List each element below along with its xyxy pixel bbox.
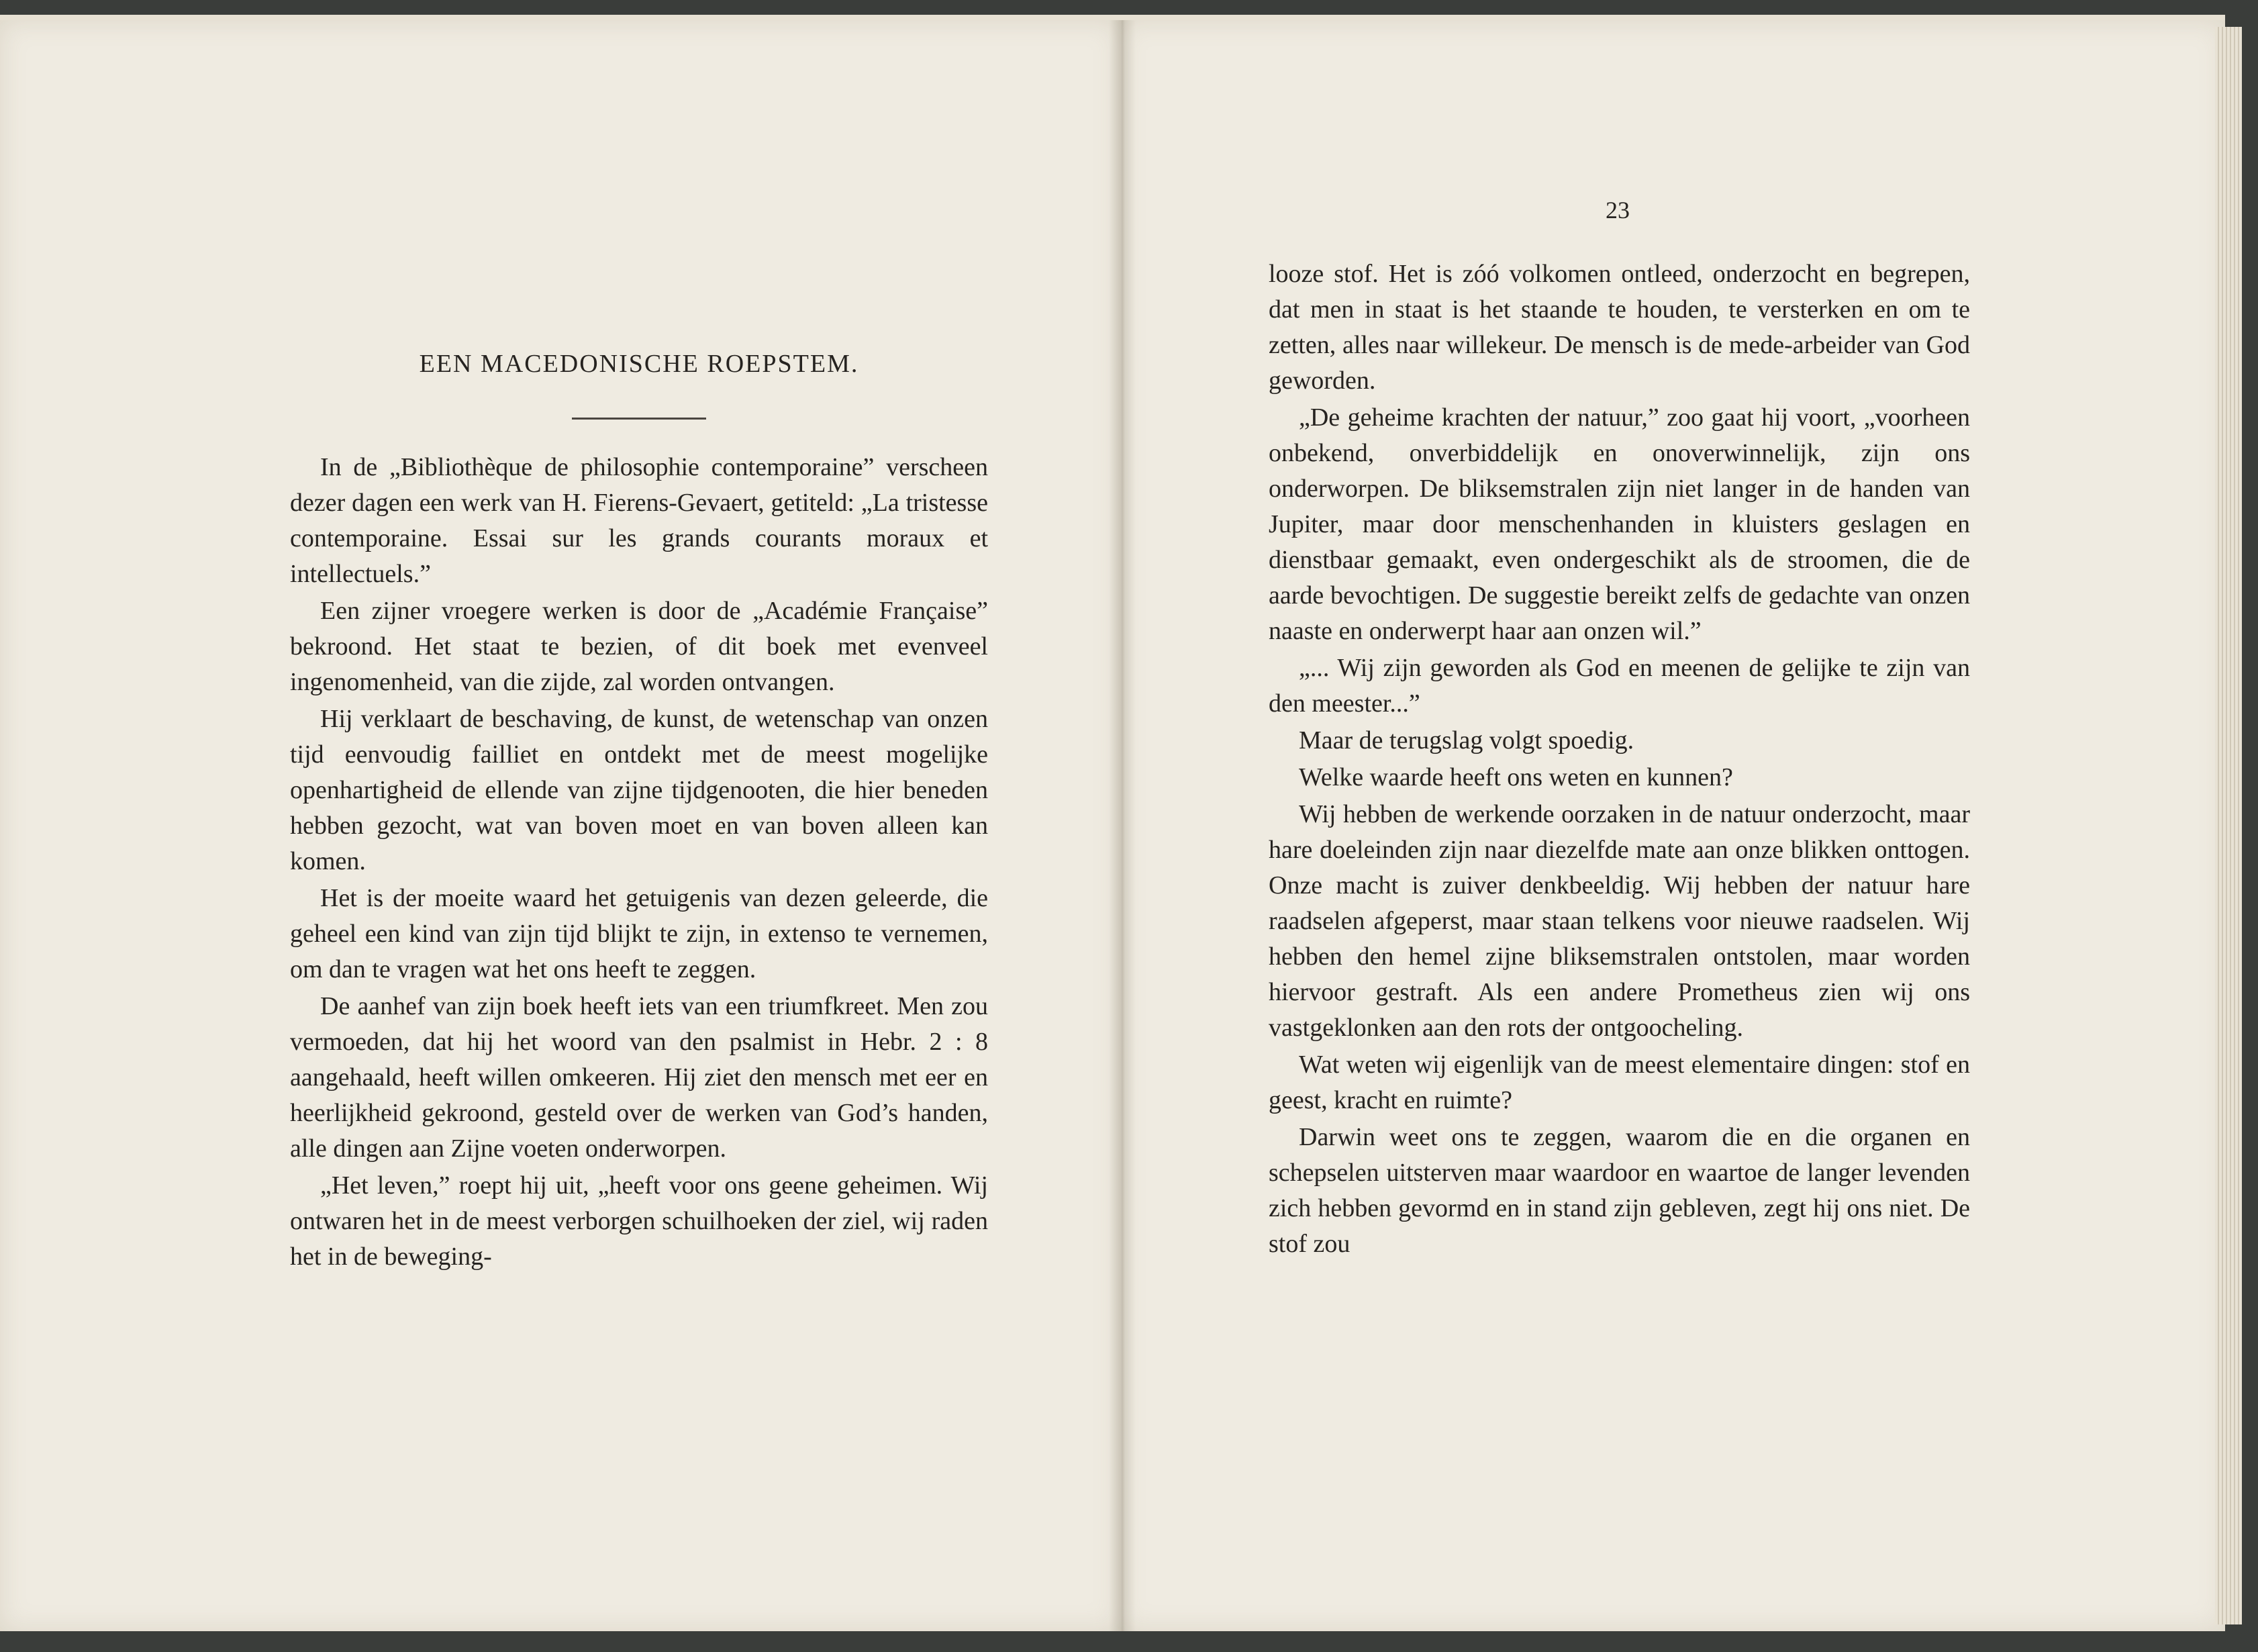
- paragraph: Maar de terugslag volgt spoedig.: [1299, 726, 1634, 755]
- page-edge-stack: [2215, 27, 2242, 1624]
- paragraph: „... Wij zijn geworden als God en meenen de gelijke te zijn van den meester...”: [1269, 654, 1970, 718]
- title-rule: [572, 418, 706, 420]
- paragraph: „De geheime krachten der natuur,” zoo gaat hij voort, „voorheen onbekend, onverbiddelijk en onoverwinnelijk, zijn ons onderworpen. De bliksemstralen zijn niet langer in de handen van Jupiter, maar door menschenhanden in kluisters geslagen en dienstbaar gemaakt, even ondergeschikt als de stroomen, die de aarde bevochtigen. De suggestie bereikt zelfs de gedachte van onzen naaste en onderwerpt haar aan onzen wil.”: [1269, 403, 1970, 645]
- paragraph: Hij verklaart de beschaving, de kunst, de wetenschap van onzen tijd eenvoudig failliet en ontdekt met de meest mogelijke openhartigheid de ellende van zijne tijdgenooten, die hier beneden hebben gezocht, wat van boven moet en van boven alleen kan komen.: [290, 705, 988, 875]
- paragraph: Een zijner vroegere werken is door de „Académie Française” bekroond. Het staat te bezien, of dit boek met evenveel ingenomenheid, van die zijde, zal worden ontvangen.: [290, 597, 988, 696]
- paragraph: Het is der moeite waard het getuigenis van dezen geleerde, die geheel een kind van zijn tijd blijkt te zijn, in extenso te vernemen, om dan te vragen wat het ons heeft te zeggen.: [290, 884, 988, 983]
- book-gutter: [1109, 20, 1136, 1631]
- right-page-text: [1269, 256, 1970, 1263]
- paragraph: In de „Bibliothèque de philosophie contemporaine” verscheen dezer dagen een werk van H. Fierens-Gevaert, getiteld: „La tristesse contemporaine. Essai sur les grands courants moraux et intellectuels.”: [290, 453, 988, 588]
- paragraph: Welke waarde heeft ons weten en kunnen?: [1299, 763, 1733, 791]
- left-page-text: [290, 450, 988, 1276]
- chapter-title: EEN MACEDONISCHE ROEPSTEM.: [419, 350, 859, 378]
- paragraph: Darwin weet ons te zeggen, waarom die en die organen en schepselen uitsterven maar waardoor en waartoe de langer levenden zich hebben gevormd en in stand zijn gebleven, zegt hij ons niet. De stof zou: [1269, 1123, 1970, 1258]
- page-number: 23: [1606, 197, 1630, 224]
- paragraph: „Het leven,” roept hij uit, „heeft voor ons geene geheimen. Wij ontwaren het in de meest verborgen schuilhoeken der ziel, wij raden het in de beweging-: [290, 1171, 988, 1271]
- paragraph: De aanhef van zijn boek heeft iets van een triumfkreet. Men zou vermoeden, dat hij het woord van den psalmist in Hebr. 2 : 8 aangehaald, heeft willen omkeeren. Hij ziet den mensch met eer en heerlijkheid gekroond, gesteld over de werken van God’s handen, alle dingen aan Zijne voeten onderworpen.: [290, 992, 988, 1163]
- paragraph: looze stof. Het is zóó volkomen ontleed, onderzocht en begrepen, dat men in staat is het staande te houden, te versterken en om te zetten, alles naar willekeur. De mensch is de mede-arbeider van God geworden.: [1269, 260, 1970, 395]
- paragraph: Wij hebben de werkende oorzaken in de natuur onderzocht, maar hare doeleinden zijn naar diezelfde mate aan onze blikken onttogen. Onze macht is zuiver denkbeeldig. Wij hebben der natuur hare raadselen afgeperst, maar staan telkens voor nieuwe raadselen. Wij hebben den hemel zijne bliksemstralen ontstolen, maar worden hiervoor gestraft. Als een andere Prometheus zien wij ons vastgeklonken aan den rots der ontgoocheling.: [1269, 800, 1970, 1042]
- paragraph: Wat weten wij eigenlijk van de meest elementaire dingen: stof en geest, kracht en ruimte?: [1269, 1051, 1970, 1114]
